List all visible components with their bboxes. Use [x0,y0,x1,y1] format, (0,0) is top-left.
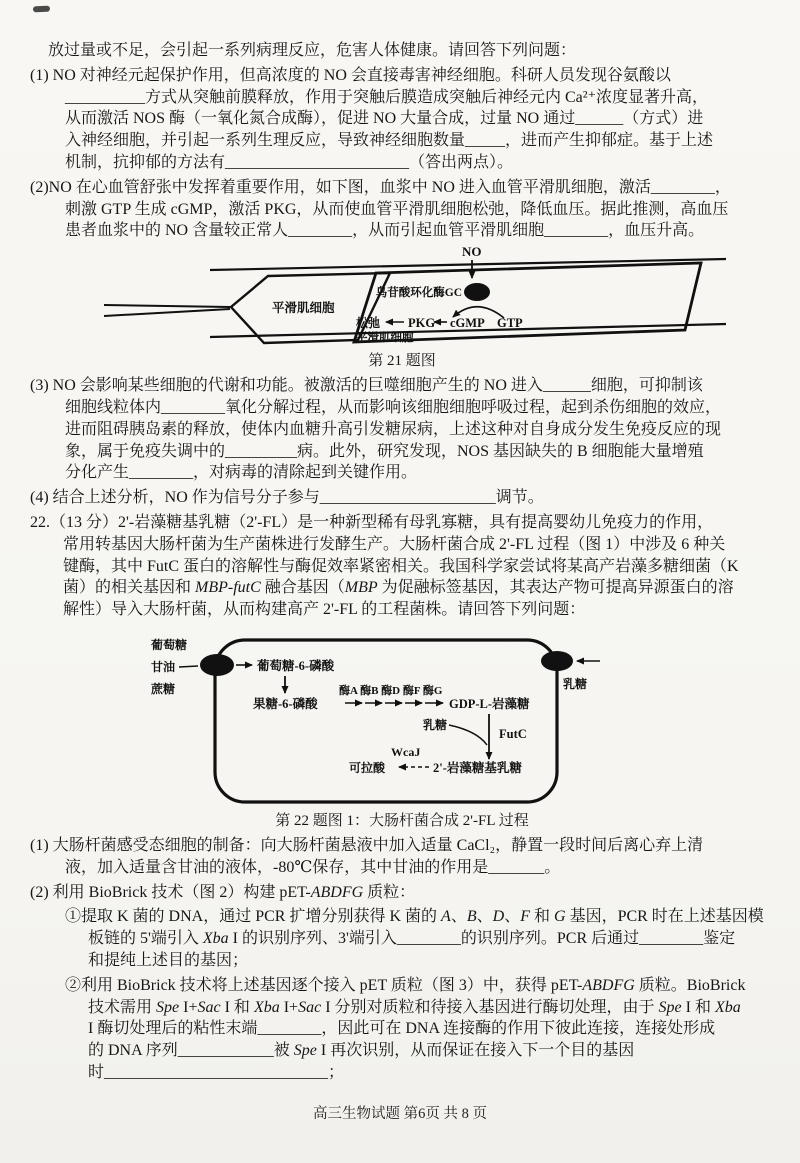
q22-figure1-caption: 第 22 题图 1：大肠杆菌合成 2'-FL 过程 [275,812,529,829]
text-line: 象，属于免疫失调中的_________病。此外，研究发现，NOS 基因缺失的 B 细胞能大量增殖 [65,442,704,460]
text-line: 解性）导入大肠杆菌，从而构建高产 2'-FL 的工程菌株。请回答下列问题： [63,601,586,619]
text-line: 的 DNA 序列____________被 Spe I 再次识别，从而保证在接入下一个目的基因 [88,1042,635,1060]
q22-figure1 [30,625,774,809]
text-line: 入神经细胞，并引起一系列生理反应，导致神经细胞数量_____，进而产生抑郁症。基于上述 [65,132,714,150]
lactose-in-label: 乳糖 [423,717,448,732]
text-line: 时____________________________； [88,1063,345,1081]
q22-figure1-svg [145,625,665,809]
q22-part2-sub1 [65,906,774,971]
text-line: 板链的 5'端引入 Xba I 的识别序列、3'端引入________的识别序列。PCR 后通过________鉴定 [88,930,736,948]
text-line: 细胞线粒体内________氧化分解过程，从而影响该细胞细胞呼吸过程，起到杀伤细胞的效应， [65,398,722,416]
no-label: NO [462,246,482,260]
q21-part3 [30,375,774,484]
q21-part4 [30,487,774,509]
lactose-out-label: 乳糖 [563,676,588,691]
sucrose-label: 蔗糖 [151,681,176,696]
g6p-label: 葡萄糖-6-磷酸 [257,658,335,673]
gdp-l-fucose-label: GDP-L-岩藻糖 [449,696,530,711]
scan-artifact-mark [33,6,50,13]
vessel-branch-line [104,305,230,307]
text-line: 技术需用 Spe I+Sac I 和 Xba I+Sac I 分别对质粒和待接入基因进行酶切处理，由于 Spe I 和 Xba [88,998,741,1016]
q22-part2-heading [30,882,774,904]
gtp-label: GTP [497,316,523,331]
text-line: (1) NO 对神经元起保护作用，但高浓度的 NO 会直接毒害神经细胞。科研人员发现谷氨酸以 [30,66,671,84]
lactose-join-curve [449,725,487,745]
smooth-muscle-cell-right-shape [354,263,701,345]
text-line: 和提纯上述目的基因； [88,951,249,969]
fl-product-label: 2'-岩藻糖基乳糖 [433,760,522,775]
q21-figure-svg [100,246,730,349]
text-line: 从而激活 NOS 酶（一氧化氮合成酶），促进 NO 大量合成，过量 NO 通过______（方式）进 [65,110,704,128]
left-transporter-icon [200,654,234,676]
text-line: ②利用 BioBrick 技术将上述基因逐个接入 pET 质粒（图 3）中，获得 pET-ABDFG 质粒。BioBrick [65,976,746,994]
glucose-label: 葡萄糖 [151,637,188,652]
smooth-muscle-cell-left-label: 平滑肌细胞 [272,301,335,316]
text-line: 常用转基因大肠杆菌为生产菌株进行发酵生产。大肠杆菌合成 2'-FL 过程（图 1）中涉及 6 种关 [63,535,726,553]
q22-part1 [30,835,774,879]
futc-label: FutC [499,726,527,741]
q21-figure [30,246,774,349]
q21-part2 [30,177,774,242]
gc-enzyme-oval [464,283,490,301]
text-line: (4) 结合上述分析，NO 作为信号分子参与______________________调节。 [30,489,544,507]
wcaj-label: WcaJ [391,744,421,759]
q22-intro [30,512,774,621]
text-line: 液，加入适量含甘油的液体，-80℃保存，其中甘油的作用是_______。 [65,858,561,876]
text-line: (1) 大肠杆菌感受态细胞的制备：向大肠杆菌悬液中加入适量 CaCl₂，静置一段时间后离心弃上清 [30,836,704,854]
text-line: 机制，抗抑郁的方法有_______________________（答出两点）。 [65,153,514,171]
page-content [30,40,774,1087]
colanic-acid-label: 可拉酸 [349,760,386,775]
text-line: 进而阻碍胰岛素的释放，使体内血糖升高引发糖尿病，上述这种对自身成分发生免疫反应的现 [65,420,722,438]
q21-figure-caption: 第 21 题图 [368,353,436,370]
q22-part2-sub2 [65,975,774,1084]
substrate-to-transporter-line [179,666,198,667]
text-line: (2)NO 在心血管舒张中发挥着重要作用，如下图，血浆中 NO 进入血管平滑肌细胞，激活________， [30,178,731,196]
text-line: (3) NO 会影响某些细胞的代谢和功能。被激活的巨噬细胞产生的 NO 进入______细胞，可抑制该 [30,377,703,395]
right-transporter-icon [541,651,573,671]
text-line: 菌）的相关基因和 MBP-futC 融合基因（MBP 为促融标签基因，其表达产物可提高异源蛋白的溶 [63,579,734,597]
smooth-muscle-cell-right-label: 平滑肌细胞 [356,332,414,345]
text-line: 刺激 GTP 生成 cGMP，激活 PKG，从而使血管平滑肌细胞松弛，降低血压。据此推测，高血压 [65,200,729,218]
relax-label: 松弛 [356,316,381,331]
q21-part1 [30,65,774,174]
text-line: 患者血浆中的 NO 含量较正常人________，从而引起血管平滑肌细胞________，血压升高。 [65,222,705,240]
pkg-label: PKG [408,316,436,331]
enzyme-chain-labels: 酶A 酶B 酶D 酶F 酶G [339,684,443,697]
f6p-label: 果糖-6-磷酸 [253,696,318,711]
text-line: 22.（13 分）2'-岩藻糖基乳糖（2'-FL）是一种新型稀有母乳寡糖，具有提高婴幼儿免疫力的作用， [30,513,714,531]
gc-enzyme-label: 鸟苷酸环化酶GC [375,287,462,300]
text-line: __________方式从突触前膜释放，作用于突触后膜造成突触后神经元内 Ca²⁺浓度显著升高， [65,88,709,106]
text-line: 键酶，其中 FutC 蛋白的溶解性与酶促效率紧密相关。我国科学家尝试将某高产岩藻多糖细菌（K [63,557,739,575]
text-line: 分化产生________，对病毒的清除起到关键作用。 [65,464,418,482]
text-line: I 酶切处理后的粘性末端________，因此可在 DNA 连接酶的作用下彼此连接，连接处形成 [88,1020,716,1038]
text-line: (2) 利用 BioBrick 技术（图 2）构建 pET-ABDFG 质粒： [30,883,416,901]
vessel-branch-line [104,309,230,316]
page-footer: 高三生物试题 第6页 共 8 页 [313,1106,487,1122]
cgmp-label: cGMP [450,316,485,331]
glycerol-label: 甘油 [151,659,176,674]
text-line: ①提取 K 菌的 DNA，通过 PCR 扩增分别获得 K 菌的 A、B、D、F 和 G 基因，PCR 时在上述基因模 [65,908,764,926]
intro-line: 放过量或不足，会引起一系列病理反应，危害人体健康。请回答下列问题： [48,42,577,59]
